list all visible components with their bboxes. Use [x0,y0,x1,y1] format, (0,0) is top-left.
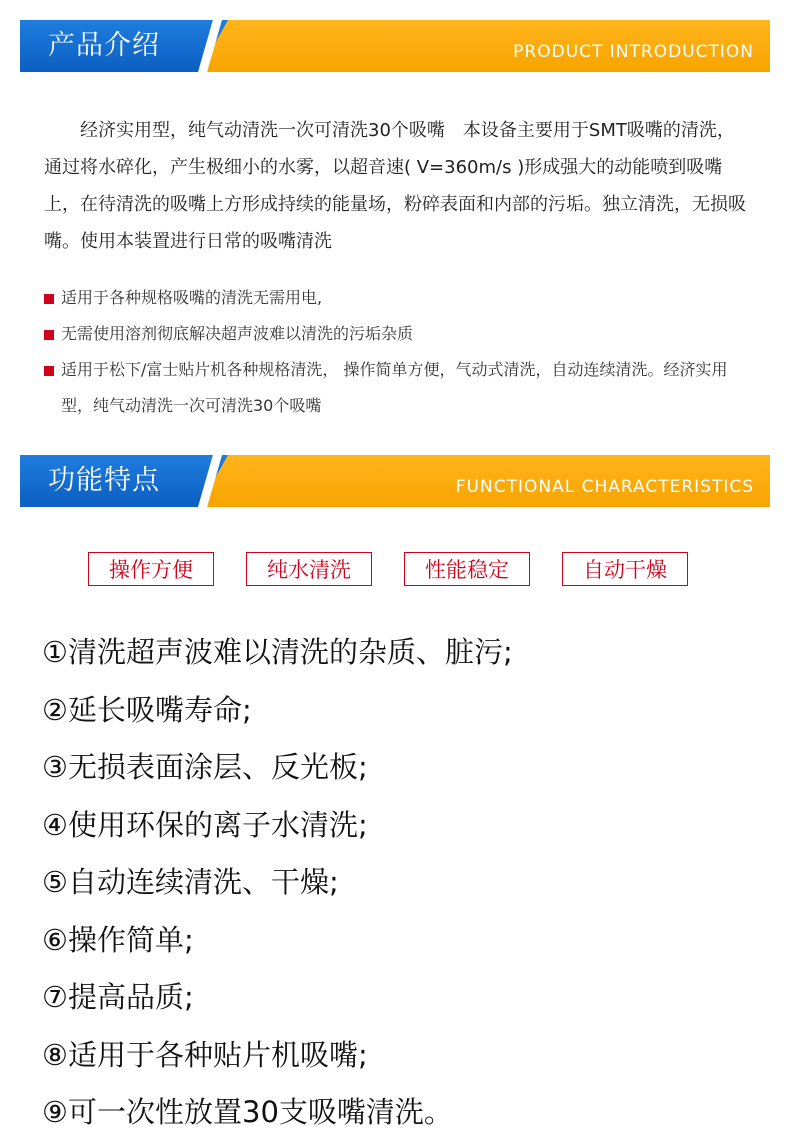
bullet-item [44,352,756,424]
bullet-item [44,316,756,352]
feature-item: ①清洗超声波难以清洗的杂质、脏污; [42,635,513,669]
feature-item: ⑤自动连续清洗、干燥; [42,865,339,899]
functional-characteristics-banner [20,455,770,507]
product-introduction-banner [20,20,770,72]
tag-stable-performance: 性能稳定 [404,552,530,586]
bullet-item [44,280,756,316]
feature-item: ⑦提高品质; [42,980,194,1014]
intro-text: 经济实用型，纯气动清洗一次可清洗30个吸嘴 本设备主要用于SMT吸嘴的清洗，通过将水碎化，产生极细小的水雾，以超音速( V=360m/s )形成强大的动能喷到吸嘴上，在待清洗的吸嘴上方形成持续的能量场，粉碎表面和内部的污垢。独立清洗，无损吸嘴。使用本装置进行日常的吸嘴清洗 [44,120,746,252]
intro-paragraph [44,112,749,260]
tag-easy-operation: 操作方便 [88,552,214,586]
bullet-text: 适用于松下/富士贴片机各种规格清洗， 操作简单方便，气动式清洗，自动连续清洗。经济实用型，纯气动清洗一次可清洗30个吸嘴 [61,360,728,415]
feature-item: ③无损表面涂层、反光板; [42,750,368,784]
feature-tags [0,552,790,588]
section-title-cn: 功能特点 [48,465,160,496]
feature-item: ⑥操作简单; [42,922,194,957]
feature-item: ②延长吸嘴寿命; [42,692,252,727]
red-square-bullet-icon [44,330,54,340]
feature-item: ⑨可一次性放置30支吸嘴清洗。 [42,1095,453,1129]
tag-pure-water-cleaning: 纯水清洗 [246,552,372,586]
section-title-en: FUNCTIONAL CHARACTERISTICS [455,477,754,497]
red-square-bullet-icon [44,294,54,304]
feature-list [42,624,762,1142]
section-title-en: PRODUCT INTRODUCTION [513,42,754,62]
red-square-bullet-icon [44,366,54,376]
bullet-list [44,280,756,424]
feature-item: ④使用环保的离子水清洗; [42,807,368,842]
feature-item: ⑧适用于各种贴片机吸嘴; [42,1037,368,1072]
bullet-text: 适用于各种规格吸嘴的清洗无需用电, [61,288,323,307]
bullet-text: 无需使用溶剂彻底解决超声波难以清洗的污垢杂质 [61,324,414,343]
section-title-cn: 产品介绍 [48,30,160,61]
tag-auto-drying: 自动干燥 [562,552,688,586]
